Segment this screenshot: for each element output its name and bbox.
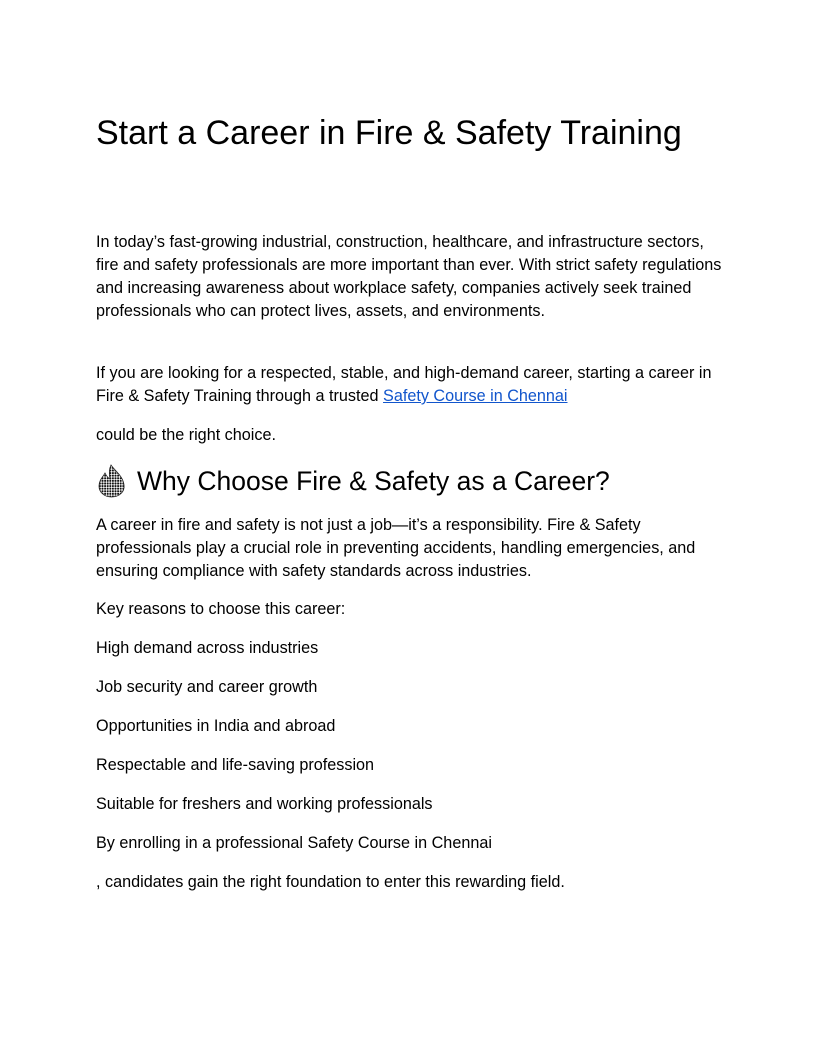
list-item: Respectable and life-saving profession: [96, 756, 375, 774]
career-paragraph: [96, 362, 726, 408]
section-paragraph: A career in fire and safety is not just a job—it’s a responsibility. Fire & Safety professionals play a crucial role in preventing accidents, handling emergencies, and ensuring compliance with safety standards across industries.: [96, 516, 696, 580]
right-choice-paragraph: could be the right choice.: [96, 426, 276, 444]
list-item: Opportunities in India and abroad: [96, 717, 336, 735]
list-item: High demand across industries: [96, 639, 319, 657]
safety-course-link[interactable]: Safety Course in Chennai: [383, 387, 568, 405]
reasons-intro: Key reasons to choose this career:: [96, 600, 346, 618]
intro-paragraph: In today’s fast-growing industrial, construction, healthcare, and infrastructure sectors, fire and safety professionals are more important than ever. With strict safety regulations and increasing awareness about workplace safety, companies actively seek trained professionals who can protect lives, assets, and environments.: [96, 233, 722, 320]
document-title: Start a Career in Fire & Safety Training: [96, 114, 682, 152]
section-heading: [96, 462, 610, 500]
section-heading-text: Why Choose Fire & Safety as a Career?: [137, 465, 610, 496]
career-paragraph-text: If you are looking for a respected, stable, and high-demand career, starting a career in Fire & Safety Training through a trusted: [96, 364, 712, 405]
closing-line-1: By enrolling in a professional Safety Course in Chennai: [96, 834, 492, 852]
closing-line-2: , candidates gain the right foundation to enter this rewarding field.: [96, 873, 565, 891]
list-item: Suitable for freshers and working professionals: [96, 795, 433, 813]
list-item: Job security and career growth: [96, 678, 318, 696]
fire-icon: [96, 464, 127, 498]
